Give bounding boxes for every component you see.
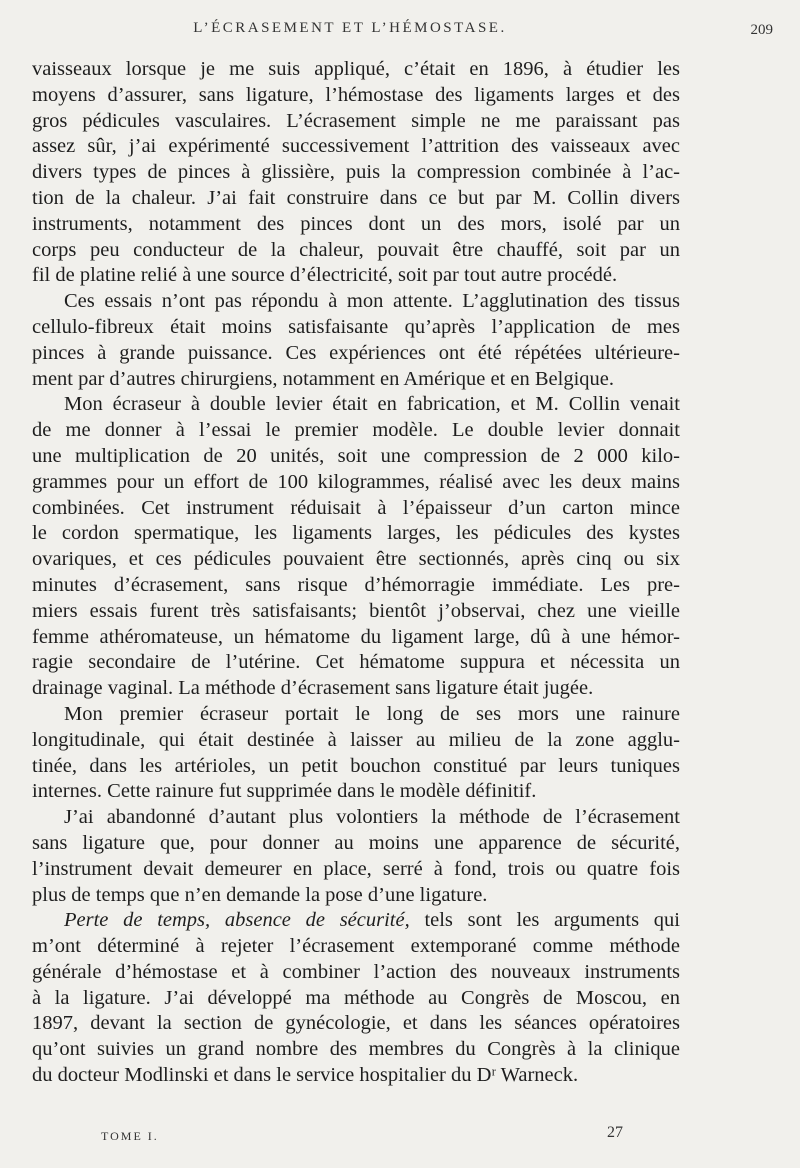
text-line: corps peu conducteur de la chaleur, pouvait être chauffé, soit par un (32, 238, 680, 261)
text-line: l’instrument devait demeurer en place, serré à fond, trois ou quatre fois (32, 857, 680, 880)
text-line: combinées. Cet instrument réduisait à l’épaisseur d’un carton mince (32, 496, 680, 519)
paragraph (32, 289, 680, 392)
text-line: gros pédicules vasculaires. L’écrasement simple ne me paraissant pas (32, 109, 680, 132)
text-line: 1897, devant la section de gynécologie, et dans les séances opératoires (32, 1012, 680, 1035)
text-line: sans ligature que, pour donner au moins une apparence de sécurité, (32, 831, 680, 854)
paragraph (32, 57, 680, 289)
text-line: femme athéromateuse, un hématome du ligament large, dû à une hémor- (32, 625, 680, 648)
paragraph (32, 702, 680, 805)
page-number: 209 (750, 22, 773, 38)
text-line: miers essais furent très satisfaisants; bientôt j’observai, chez une vieille (32, 599, 680, 622)
text-line: grammes pour un effort de 100 kilogrammes, réalisé avec les deux mains (32, 470, 680, 493)
text-line: internes. Cette rainure fut supprimée dans le modèle définitif. (32, 780, 537, 803)
page-footer (0, 1124, 800, 1148)
paragraph (32, 805, 680, 908)
text-line: du docteur Modlinski et dans le service hospitalier du Dʳ Warneck. (32, 1064, 579, 1087)
text-line: divers types de pinces à glissière, puis la compression combinée à l’ac- (32, 161, 680, 184)
text-line: drainage vaginal. La méthode d’écrasement sans ligature était jugée. (32, 677, 594, 700)
first-line-rest: tels sont les arguments qui (409, 909, 680, 932)
running-title: L’ÉCRASEMENT ET L’HÉMOSTASE. (193, 20, 507, 36)
text-line: ragie secondaire de l’utérine. Cet hématome suppura et nécessita un (32, 651, 680, 674)
text-line: de me donner à l’essai le premier modèle. Le double levier donnait (32, 419, 680, 442)
text-line: pinces à grande puissance. Ces expériences ont été répétées ultérieure- (32, 341, 680, 364)
text-line: instruments, notamment des pinces dont un des mors, isolé par un (32, 212, 680, 235)
text-line: ment par d’autres chirurgiens, notamment en Amérique et en Belgique. (32, 367, 614, 390)
running-head (0, 20, 800, 44)
text-line: m’ont déterminé à rejeter l’écrasement extemporané comme méthode (32, 935, 680, 958)
text-line: ovariques, et ces pédicules pouvaient être sectionnés, après cinq ou six (32, 548, 680, 571)
text-line: le cordon spermatique, les ligaments larges, les pédicules des kystes (32, 522, 680, 545)
paragraph (32, 908, 680, 1089)
text-line: minutes d’écrasement, sans risque d’hémorragie immédiate. Les pre- (32, 573, 680, 596)
text-line: qu’ont suivies un grand nombre des membres du Congrès à la clinique (32, 1038, 680, 1061)
text-line: moyens d’assurer, sans ligature, l’hémostase des ligaments larges et des (32, 83, 680, 106)
text-line: fil de platine relié à une source d’électricité, soit par tout autre procédé. (32, 264, 618, 287)
paragraph (32, 392, 680, 702)
text-line: cellulo-fibreux était moins satisfaisante qu’après l’application de mes (32, 315, 680, 338)
text-line: à la ligature. J’ai développé ma méthode au Congrès de Moscou, en (32, 986, 680, 1009)
signature-number: 27 (607, 1124, 623, 1141)
italic-lead: Perte de temps, absence de sécurité, (64, 909, 410, 932)
text-line: Mon écraseur à double levier était en fabrication, et M. Collin venait (64, 393, 680, 416)
text-line: tion de la chaleur. J’ai fait construire dans ce but par M. Collin divers (32, 186, 680, 209)
text-line: Ces essais n’ont pas répondu à mon attente. L’agglutination des tissus (64, 290, 680, 313)
text-line-with-italic-lead (32, 908, 680, 934)
text-line: longitudinale, qui était destinée à laisser au milieu de la zone agglu- (32, 728, 680, 751)
text-line: Mon premier écraseur portait le long de ses mors une rainure (64, 702, 680, 725)
text-line: plus de temps que n’en demande la pose d’une ligature. (32, 883, 488, 906)
body-text (32, 57, 680, 1089)
text-line: assez sûr, j’ai expérimenté successivement l’attrition des vaisseaux avec (32, 135, 680, 158)
text-line: générale d’hémostase et à combiner l’action des nouveaux instruments (32, 960, 680, 983)
text-line: vaisseaux lorsque je me suis appliqué, c’était en 1896, à étudier les (32, 58, 680, 80)
text-line: une multiplication de 20 unités, soit une compression de 2 000 kilo- (32, 444, 680, 467)
text-line: tinée, dans les artérioles, un petit bouchon constitué par leurs tuniques (32, 754, 680, 777)
text-line: J’ai abandonné d’autant plus volontiers la méthode de l’écrasement (64, 806, 680, 829)
signature-mark: TOME I. (101, 1129, 159, 1143)
